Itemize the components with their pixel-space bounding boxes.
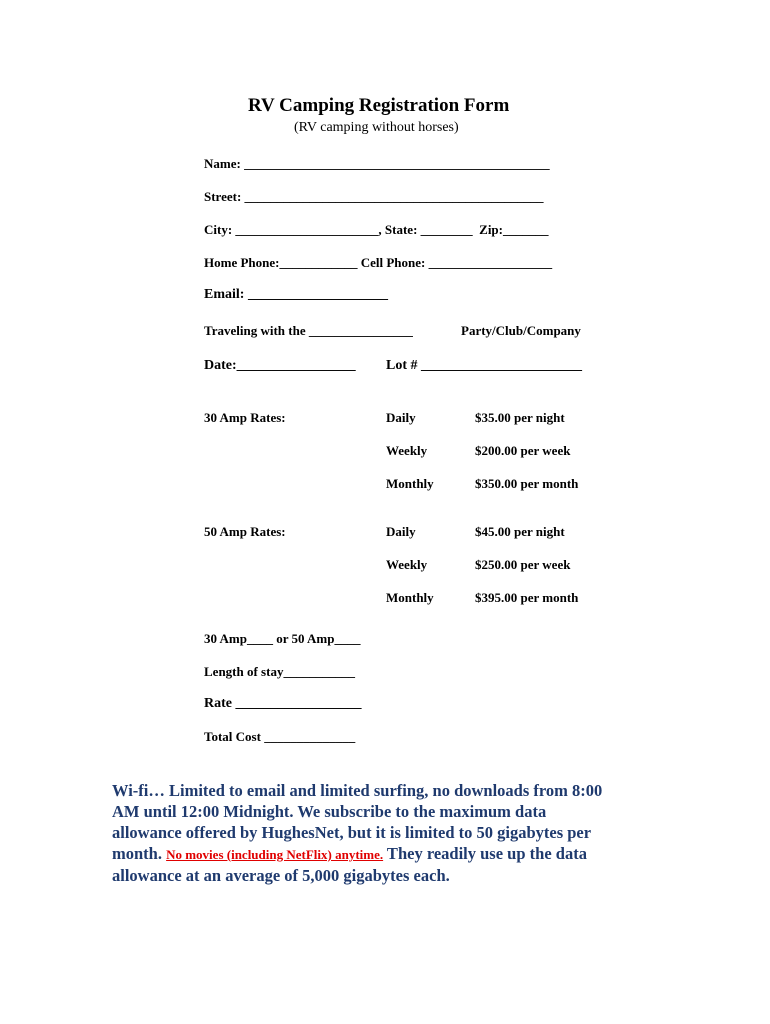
rate-period: Daily [386, 524, 416, 539]
phone-fields[interactable]: Home Phone:____________ Cell Phone: ___________________ [204, 255, 553, 270]
form-title: RV Camping Registration Form [248, 95, 510, 116]
rate-price: $250.00 per week [475, 557, 571, 572]
wifi-notice-line: allowance at an average of 5,000 gigabytes each. [112, 866, 450, 885]
rate-price: $45.00 per night [475, 524, 565, 539]
rates-30-amp-label: 30 Amp Rates: [204, 410, 286, 425]
party-club-company-label: Party/Club/Company [461, 323, 581, 338]
rate-price: $350.00 per month [475, 476, 579, 491]
rate-price: $395.00 per month [475, 590, 579, 605]
wifi-notice [112, 780, 672, 886]
rate-period: Weekly [386, 557, 428, 572]
lot-number-field[interactable]: Lot # _______________________ [386, 358, 582, 373]
wifi-notice-line-start: month. [112, 844, 167, 863]
rates-50-amp-label: 50 Amp Rates: [204, 524, 286, 539]
rate-period: Weekly [386, 443, 428, 458]
date-field[interactable]: Date:_________________ [204, 358, 356, 373]
city-state-zip-field[interactable]: City: ______________________, State: ________ Zip:_______ [204, 222, 549, 237]
wifi-notice-line [112, 843, 672, 865]
street-field[interactable]: Street: ______________________________________________ [204, 189, 544, 204]
rate-period: Monthly [386, 590, 434, 605]
rate-period: Monthly [386, 476, 434, 491]
rate-price: $200.00 per week [475, 443, 571, 458]
rate-price: $35.00 per night [475, 410, 565, 425]
name-field[interactable]: Name: _______________________________________________ [204, 156, 550, 171]
no-movies-warning: No movies (including NetFlix) anytime. [166, 847, 384, 862]
wifi-notice-line: AM until 12:00 Midnight. We subscribe to the maximum data [112, 802, 547, 821]
length-of-stay-field[interactable]: Length of stay___________ [204, 664, 355, 679]
form-subtitle: (RV camping without horses) [294, 120, 459, 135]
traveling-with-field[interactable]: Traveling with the ________________ [204, 323, 413, 338]
amp-choice-field[interactable]: 30 Amp____ or 50 Amp____ [204, 631, 361, 646]
email-field[interactable]: Email: ____________________ [204, 287, 388, 302]
total-cost-field[interactable]: Total Cost ______________ [204, 729, 356, 744]
rate-period: Daily [386, 410, 416, 425]
wifi-notice-line: allowance offered by HughesNet, but it is limited to 50 gigabytes per [112, 823, 592, 842]
wifi-notice-line-end: They readily use up the data [383, 844, 587, 863]
rate-field[interactable]: Rate __________________ [204, 696, 362, 711]
wifi-notice-line: Wi-fi… Limited to email and limited surfing, no downloads from 8:00 [112, 781, 603, 800]
